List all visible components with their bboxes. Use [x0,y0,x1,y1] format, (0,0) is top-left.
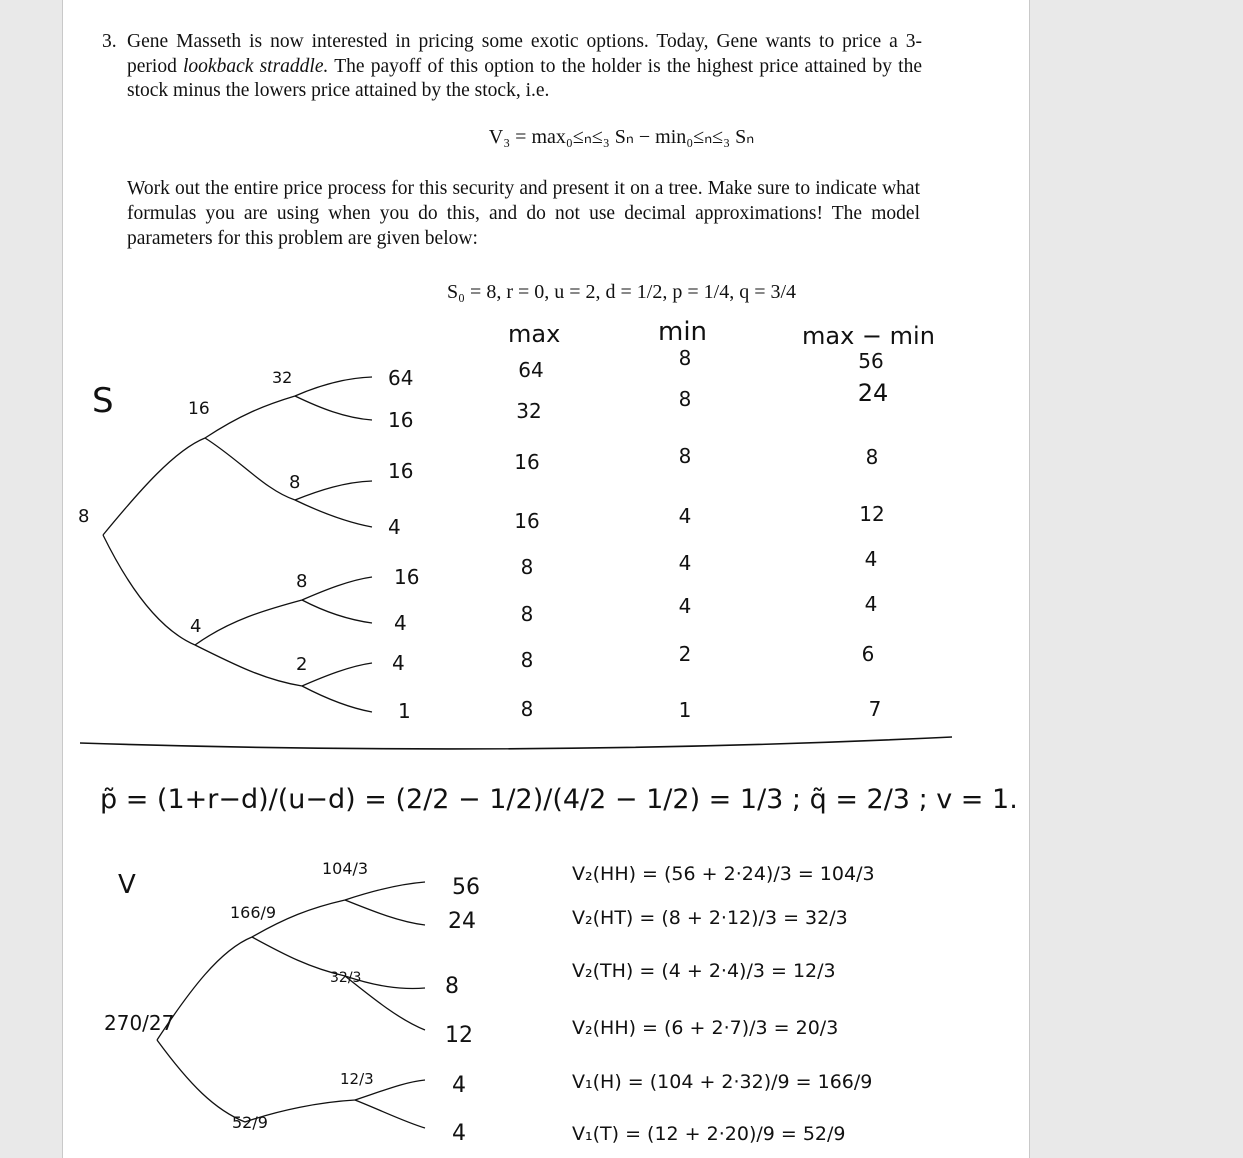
value-t1-down: 52/9 [232,1113,268,1132]
max-value: 8 [520,648,534,672]
stock-t2-uu: 32 [272,368,293,387]
max-header: max [508,320,561,348]
stock-t2-dd: 2 [296,654,308,675]
terminal-value: 8 [445,974,459,999]
max-value: 64 [518,358,544,382]
edge [103,438,205,535]
value-tree-edges [157,882,425,1128]
diff-value: 8 [865,445,879,469]
min-value: 4 [678,504,692,528]
payoff-formula: V₃ = max₀≤ₙ≤₃ Sₙ − min₀≤ₙ≤₃ Sₙ [488,126,755,148]
problem-text-2: The payoff of this option to the holder is the highest price attained by the stock minus the lowers price attained by the stock, i.e. [127,55,922,101]
terminal-stock: 4 [392,651,405,675]
terminal-stock: 16 [388,408,414,432]
diff-header: max − min [802,322,935,350]
diff-value: 6 [861,642,875,666]
min-value: 8 [678,444,692,468]
edge [355,1100,425,1128]
max-value: 16 [514,450,540,474]
terminal-value: 4 [452,1121,466,1146]
max-value: 32 [516,399,542,423]
diff-value: 7 [868,697,882,721]
max-value: 8 [520,602,534,626]
value-computation: V₁(T) = (12 + 2·20)/9 = 52/9 [572,1123,846,1145]
instructions-paragraph: Work out the entire price process for this security and present it on a tree. Make sure to indicate what formulas you are using when you do this, and do not use decimal approximations! The model parameters for this problem are given below: [127,178,920,249]
diff-value: 4 [864,592,878,616]
terminal-stock: 64 [388,366,414,390]
terminal-value: 12 [445,1023,473,1048]
stock-t2-ud: 8 [289,472,301,493]
section-divider [80,737,952,749]
value-root: 270/27 [104,1011,175,1035]
max-value: 16 [514,509,540,533]
terminal-value: 56 [452,875,480,900]
terminal-value: 4 [452,1073,466,1098]
lookback-straddle-term: lookback straddle. [183,55,329,77]
edge [345,882,425,900]
stock-tree-label: S [92,381,114,421]
min-value: 4 [678,594,692,618]
edge [302,577,372,600]
edge [295,377,372,396]
edge [302,686,372,712]
value-t2-du: 12/3 [340,1070,374,1088]
model-parameters: S₀ = 8, r = 0, u = 2, d = 1/2, p = 1/4, q = 3/4 [446,281,797,303]
value-computation: V₂(TH) = (4 + 2·4)/3 = 12/3 [572,960,836,982]
min-value: 1 [678,698,692,722]
min-value: 4 [678,551,692,575]
min-value: 2 [678,642,692,666]
terminal-stock: 4 [394,611,407,635]
edge [205,396,295,438]
problem-text-1: Gene Masseth is now interested in pricing some exotic options. Today, Gene wants to price a 3-period [127,31,922,77]
min-value: 8 [678,387,692,411]
terminal-stock: 1 [398,699,411,723]
risk-neutral-line: p̃ = (1+r−d)/(u−d) = (2/2 − 1/2)/(4/2 − 1/2) = 1/3 ; q̃ = 2/3 ; v = 1. [100,784,1018,815]
edge [195,600,302,645]
stock-root: 8 [78,506,90,527]
edge [103,535,195,645]
max-value: 8 [520,555,534,579]
max-value: 8 [520,697,534,721]
edge [295,396,372,420]
stock-t1-up: 16 [188,399,210,419]
terminal-stock: 16 [394,565,420,589]
diff-value: 24 [857,379,889,407]
edge [302,600,372,623]
value-t1-up: 166/9 [230,903,277,922]
value-computation: V₂(HH) = (6 + 2·7)/3 = 20/3 [572,1017,839,1039]
min-header: min [658,317,708,347]
value-t2-ud: 32/3 [330,970,362,986]
edge [295,500,372,527]
stock-t2-du: 8 [296,571,308,592]
stock-t1-down: 4 [190,616,202,637]
diff-value: 56 [858,349,884,373]
edge [195,645,302,686]
terminal-stock: 4 [388,515,401,539]
edge [295,481,372,500]
edge [345,900,425,925]
value-t2-uu: 104/3 [322,859,369,878]
value-computation: V₁(H) = (104 + 2·32)/9 = 166/9 [572,1071,873,1093]
value-computation: V₂(HT) = (8 + 2·12)/3 = 32/3 [572,907,848,929]
diff-value: 4 [864,547,878,571]
value-computation: V₂(HH) = (56 + 2·24)/3 = 104/3 [572,863,875,885]
edge [157,1040,245,1122]
problem-number: 3. [102,31,117,52]
terminal-value: 24 [448,909,476,934]
edge [302,663,372,686]
value-tree-label: V [118,870,136,900]
min-value: 8 [678,346,692,370]
stock-tree-edges [103,377,372,712]
diff-value: 12 [859,502,885,526]
edge [205,438,295,500]
terminal-stock: 16 [388,459,414,483]
